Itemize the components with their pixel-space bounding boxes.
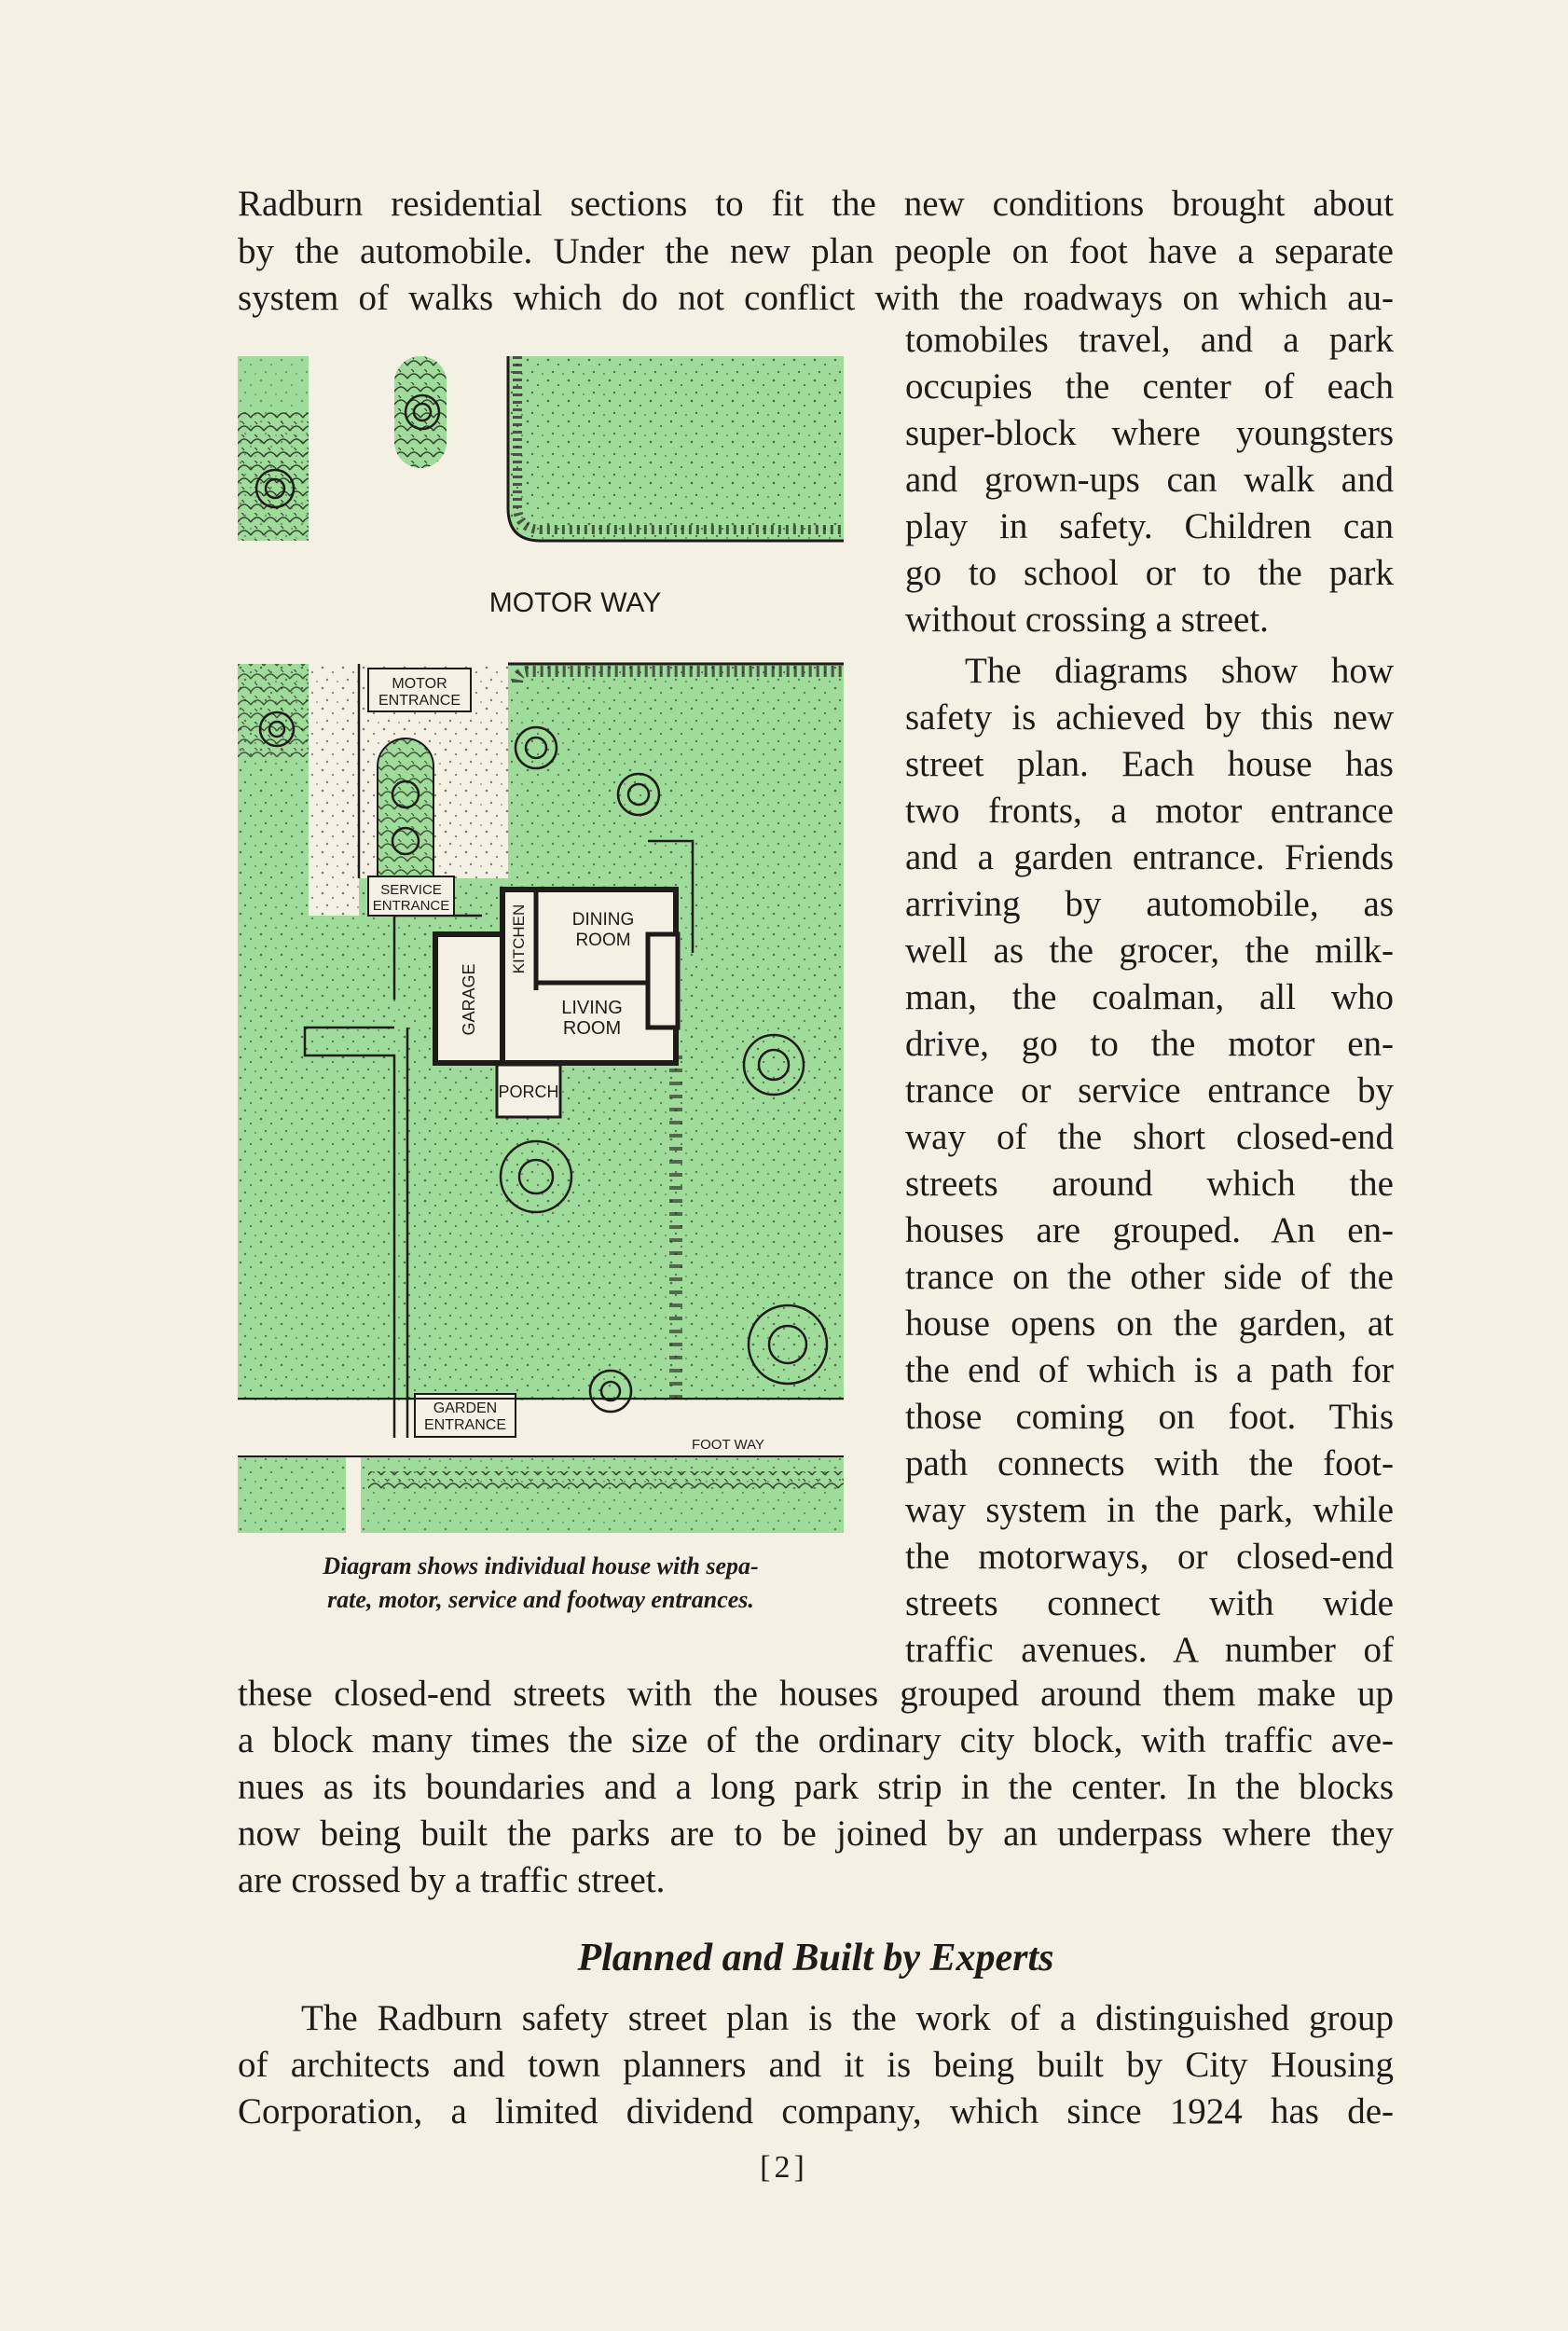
text-line: go to school or to the park <box>905 553 1394 593</box>
garden-entrance-label: ENTRANCE <box>423 1417 507 1433</box>
text-line: path connects with the foot- <box>905 1443 1394 1483</box>
text-line: trance or service entrance by <box>905 1070 1394 1110</box>
caption-line: rate, motor, service and footway entrances. <box>327 1586 754 1613</box>
text-line: those coming on foot. This <box>905 1397 1394 1437</box>
motor-way-label: MOTOR WAY <box>488 587 662 618</box>
upper-lawns <box>238 356 844 541</box>
service-entrance-label: SERVICE <box>380 882 442 898</box>
service-entrance-label: ENTRANCE <box>372 898 450 914</box>
text-line: tomobiles travel, and a park <box>905 320 1394 360</box>
text-line: well as the grocer, the milk- <box>905 931 1394 971</box>
text-line: nues as its boundaries and a long park strip in the center. In the blocks <box>238 1767 1394 1807</box>
text-line: trance on the other side of the <box>905 1257 1394 1297</box>
text-line: now being built the parks are to be joined by an underpass where they <box>238 1814 1394 1854</box>
dining-room-label: ROOM <box>575 931 631 950</box>
text-line: Corporation, a limited dividend company, which since 1924 has de- <box>238 2091 1394 2131</box>
text-line: the end of which is a path for <box>905 1350 1394 1390</box>
foot-way-label: FOOT WAY <box>691 1437 765 1453</box>
text-line: Radburn residential sections to fit the new conditions brought about <box>238 184 1394 224</box>
text-line: are crossed by a traffic street. <box>238 1860 666 1900</box>
motor-entrance-label: MOTOR <box>392 676 447 692</box>
text-line: occupies the center of each <box>905 366 1394 407</box>
garage-label: GARAGE <box>460 963 478 1036</box>
living-room-label: ROOM <box>562 1018 622 1039</box>
site-plan-svg <box>238 356 844 1533</box>
text-line: streets connect with wide <box>905 1583 1394 1623</box>
text-line: man, the coalman, all who <box>905 977 1394 1017</box>
text-line: without crossing a street. <box>905 600 1269 640</box>
lower-lawns <box>238 1399 844 1533</box>
garden-entrance-label: GARDEN <box>433 1400 498 1416</box>
text-line: play in safety. Children can <box>905 506 1394 546</box>
text-line: houses are grouped. An en- <box>905 1210 1394 1250</box>
page-number: [2] <box>760 2150 808 2185</box>
section-heading: Planned and Built by Experts <box>577 1937 1054 1979</box>
text-line: drive, go to the motor en- <box>905 1024 1394 1064</box>
text-line: two fronts, a motor entrance <box>905 791 1394 831</box>
text-line: the motorways, or closed-end <box>905 1537 1394 1577</box>
text-line: arriving by automobile, as <box>905 884 1394 924</box>
text-line: a block many times the size of the ordinary city block, with traffic ave- <box>238 1720 1394 1760</box>
dining-room-label: DINING <box>571 910 635 930</box>
text-line: super-block where youngsters <box>905 413 1394 453</box>
text-line: The Radburn safety street plan is the work of a distinguished group <box>301 1998 1394 2038</box>
living-room-label: LIVING <box>561 998 623 1018</box>
text-line: these closed-end streets with the houses grouped around them make up <box>238 1674 1394 1714</box>
text-line: by the automobile. Under the new plan people on foot have a separate <box>238 231 1394 271</box>
text-line: house opens on the garden, at <box>905 1303 1394 1344</box>
text-line: street plan. Each house has <box>905 744 1394 784</box>
text-line: way system in the park, while <box>905 1490 1394 1530</box>
text-line: traffic avenues. A number of <box>905 1630 1394 1670</box>
text-line: and a garden entrance. Friends <box>905 837 1394 877</box>
text-line: system of walks which do not conflict with the roadways on which au- <box>238 278 1394 318</box>
text-line: and grown-ups can walk and <box>905 460 1394 500</box>
text-line: way of the short closed-end <box>905 1117 1394 1157</box>
motor-entrance-label: ENTRANCE <box>378 693 461 709</box>
text-line: of architects and town planners and it is being built by City Housing <box>238 2045 1394 2085</box>
text-line: safety is achieved by this new <box>905 697 1394 738</box>
kitchen-label: KITCHEN <box>510 903 528 974</box>
text-line: streets around which the <box>905 1164 1394 1204</box>
porch-label: PORCH <box>498 1083 559 1101</box>
text-line: The diagrams show how <box>965 651 1394 691</box>
caption-line: Diagram shows individual house with sepa- <box>323 1552 759 1579</box>
